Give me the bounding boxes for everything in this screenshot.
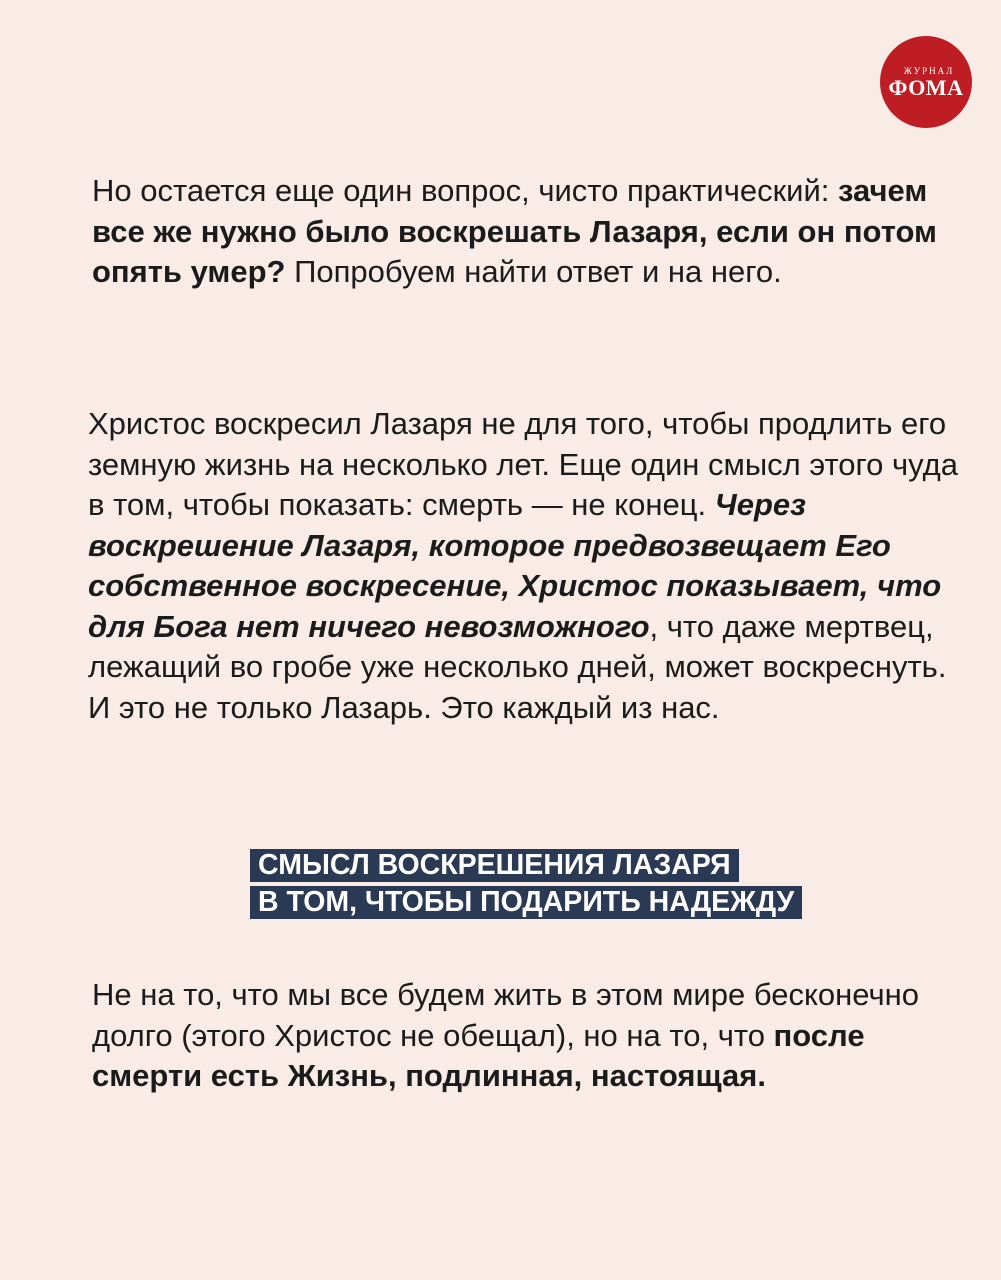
magazine-logo xyxy=(880,36,972,128)
paragraph-resurrection-emphasis: Через воскрешение Лазаря, которое предвозвещает Его собственное воскресение, Христос показывает, что для Бога нет ничего невозможного xyxy=(88,487,942,644)
paragraph-hope xyxy=(92,975,952,1097)
paragraph-question-text: Но остается еще один вопрос, чисто практический: xyxy=(92,173,839,208)
paragraph-resurrection-text: Христос воскресил Лазаря не для того, чтобы продлить его земную жизнь на несколько лет. Еще один смысл этого чуда в том, чтобы показать: смерть — не конец. xyxy=(88,406,958,522)
paragraph-resurrection xyxy=(88,404,968,728)
paragraph-hope-bold: после смерти есть Жизнь, подлинная, настоящая. xyxy=(92,1017,865,1093)
highlight-quote xyxy=(250,849,802,923)
paragraph-question xyxy=(92,171,952,293)
highlight-quote-line-2: В ТОМ, ЧТОБЫ ПОДАРИТЬ НАДЕЖДУ xyxy=(250,886,802,919)
paragraph-hope-text: Не на то, что мы все будем жить в этом мире бесконечно долго (этого Христос не обещал), но на то, что xyxy=(92,977,919,1053)
paragraph-question-end: Попробуем найти ответ и на него. xyxy=(285,254,782,289)
paragraph-resurrection-end: , что даже мертвец, лежащий во гробе уже несколько дней, может воскреснуть. И это не только Лазарь. Это каждый из нас. xyxy=(88,608,947,725)
highlight-quote-line-1: СМЫСЛ ВОСКРЕШЕНИЯ ЛАЗАРЯ xyxy=(250,849,739,882)
logo-caption: ЖУРНАЛ xyxy=(903,65,955,76)
logo-title: ФОМА xyxy=(888,74,964,100)
paragraph-question-bold: зачем все же нужно было воскрешать Лазаря, если он потом опять умер? xyxy=(92,173,937,289)
